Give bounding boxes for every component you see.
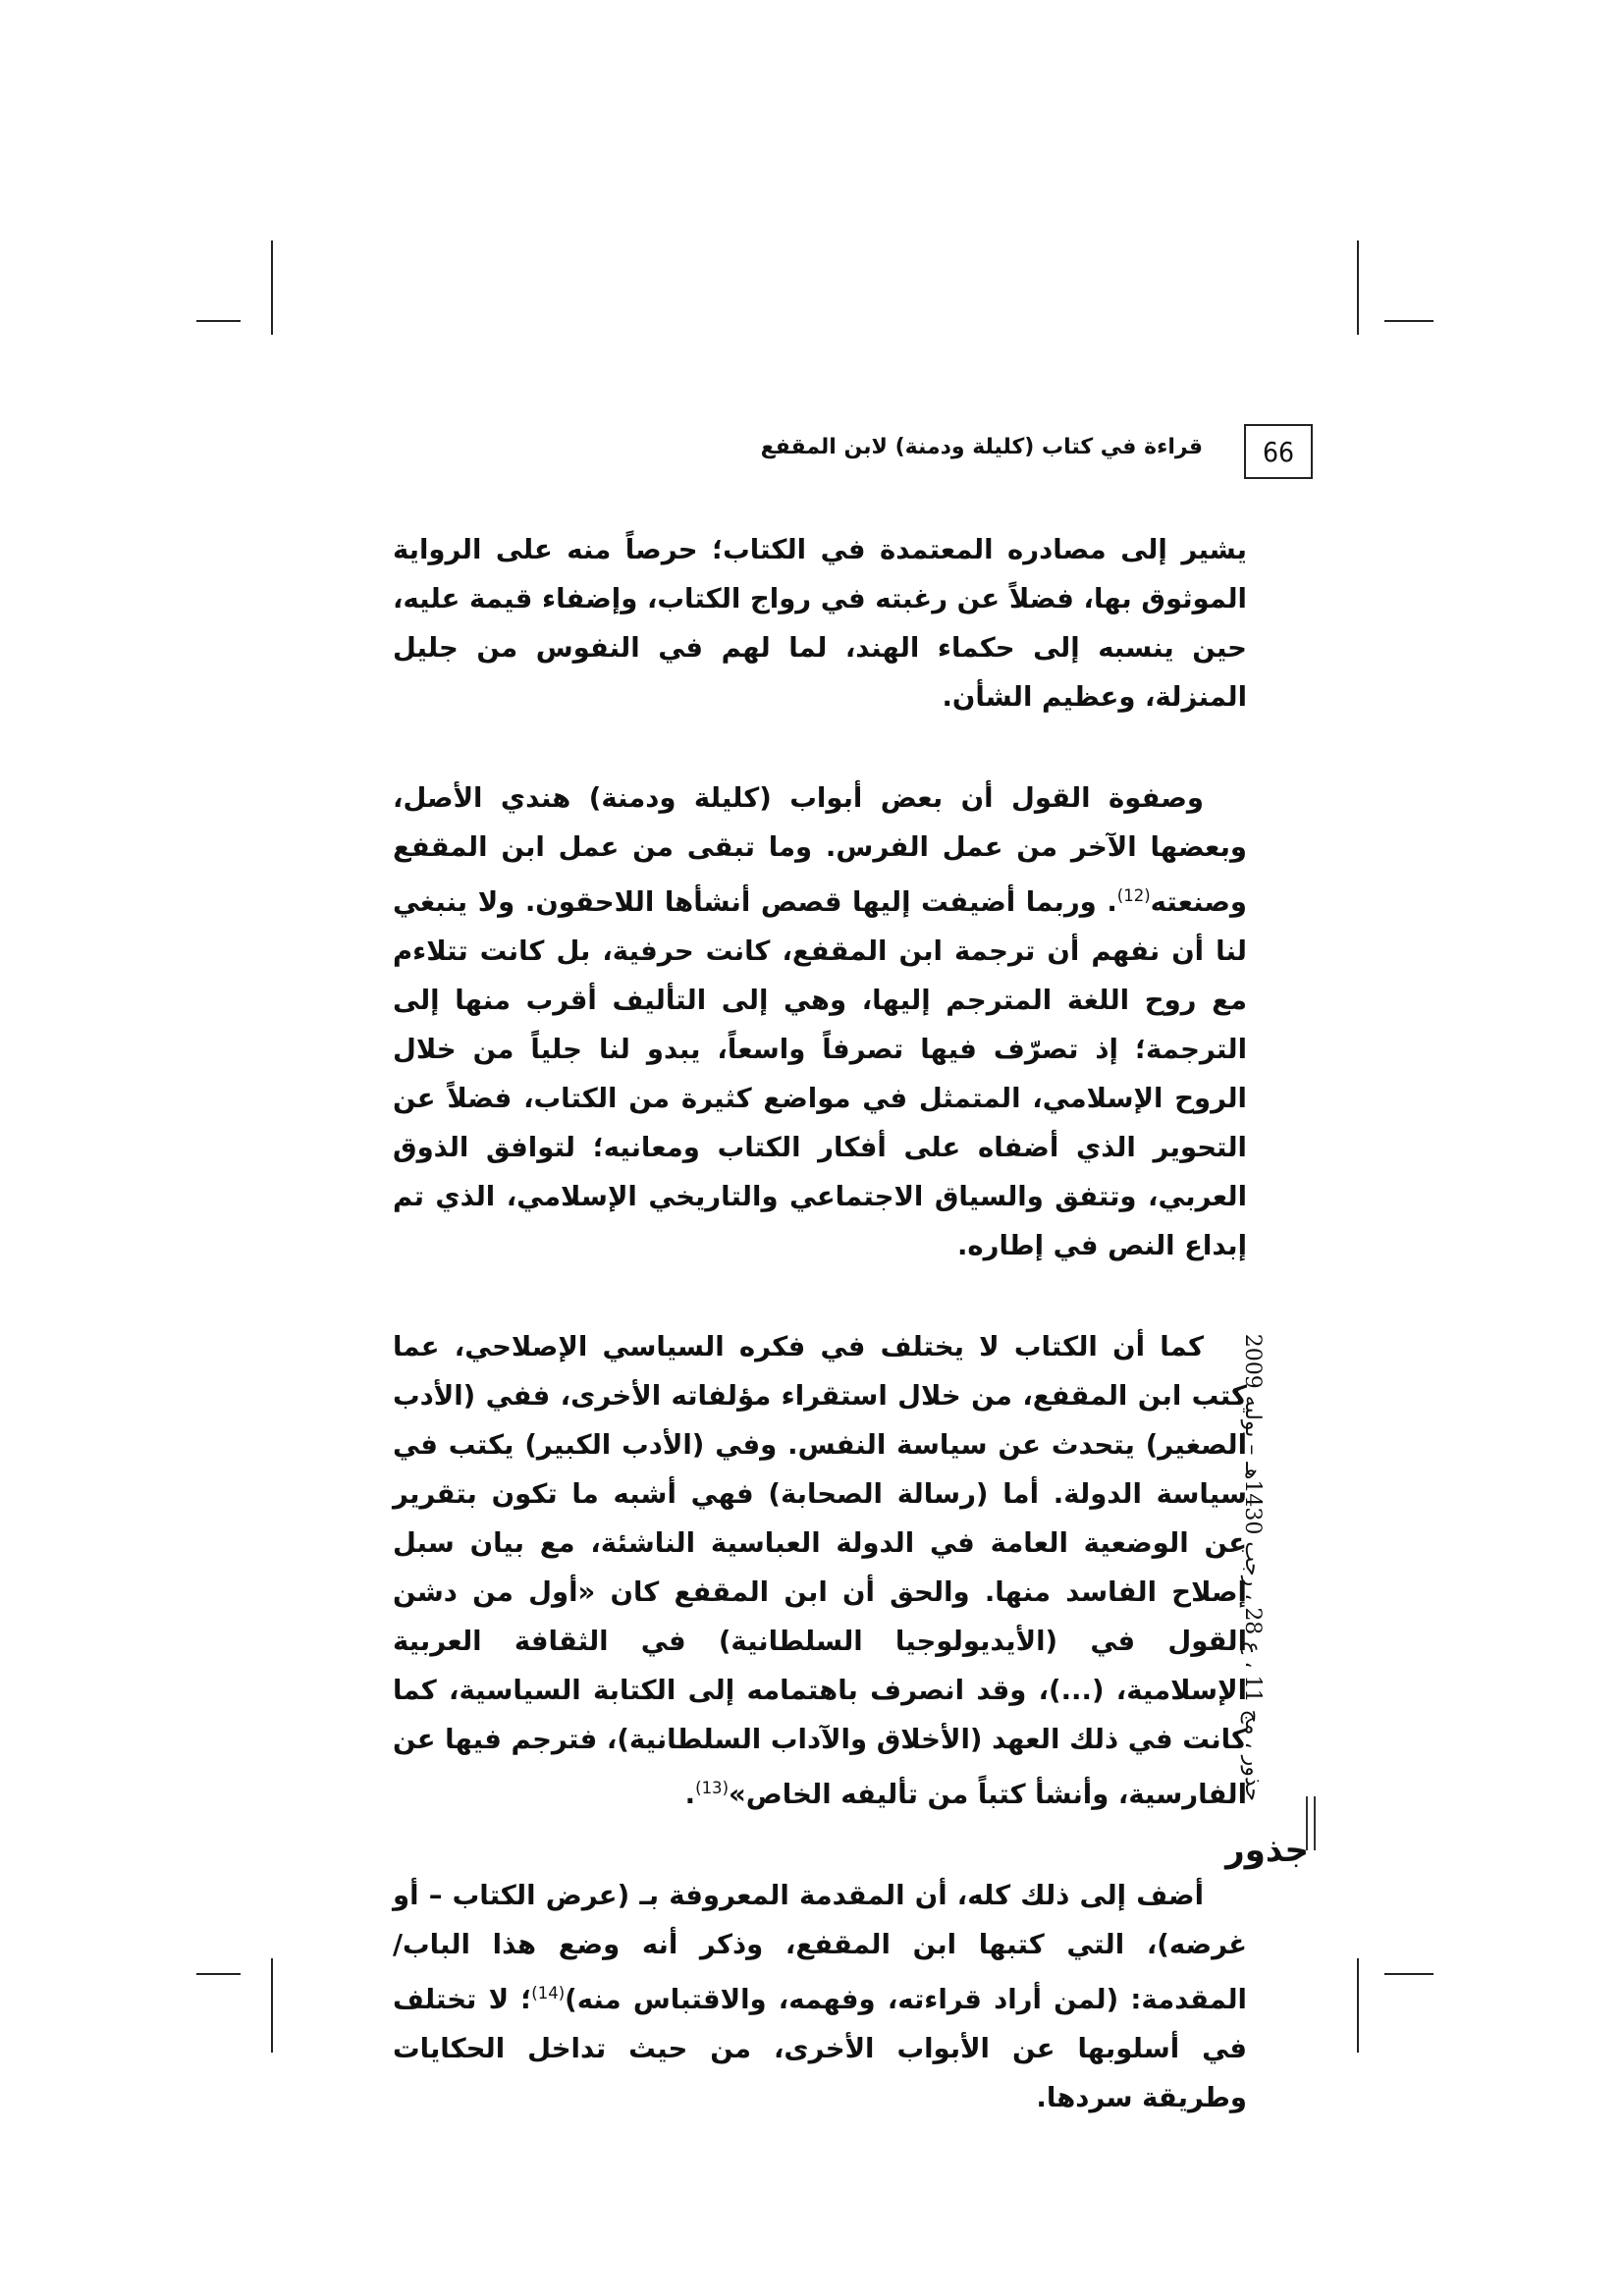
crop-mark-bottom-right-h <box>1384 1973 1434 1975</box>
crop-mark-top-right-h <box>1384 320 1434 322</box>
footnote-ref-12[interactable]: (12) <box>1116 886 1151 905</box>
paragraph-3-text-after: . <box>684 1779 696 1811</box>
crop-mark-top-right <box>1357 240 1359 335</box>
crop-mark-bottom-left <box>271 1958 273 2053</box>
crop-mark-top-left <box>271 240 273 335</box>
paragraph-3 <box>393 1322 1247 1819</box>
paragraph-3-text-before: كما أن الكتاب لا يختلف في فكره السياسي الإصلاحي، عما كتب ابن المقفع، من خلال استقراء مؤلفاته الأخرى، ففي (الأدب الصغير) يتحدث عن سياسة النفس. وفي (الأدب الكبير) يكتب في سياسة الدولة. أما (رسالة الصحابة) فهي أشبه ما تكون بتقرير عن الوضعية العامة في الدولة العباسية الناشئة، مع بيان سبل إصلاح الفاسد منها. والحق أن ابن المقفع كان «أول من دشن القول في (الأيديولوجيا السلطانية) في الثقافة العربية الإسلامية، (...)، وقد انصرف باهتمامه إلى الكتابة السياسية، كما كانت في ذلك العهد (الأخلاق والآداب السلطانية)، فترجم فيها عن الفارسية، وأنشأ كتباً من تأليفه الخاص» <box>393 1331 1247 1811</box>
paragraph-4-text-after: ؛ لا تختلف في أسلوبها عن الأبواب الأخرى، من حيث تداخل الحكايات وطريقة سردها. <box>393 1984 1247 2114</box>
paragraph-4 <box>393 1871 1247 2122</box>
paragraph-2-text-before: وصفوة القول أن بعض أبواب (كليلة ودمنة) هندي الأصل، وبعضها الآخر من عمل الفرس. وما تبقى من عمل ابن المقفع وصنعته <box>393 782 1247 919</box>
paragraph-2-text-after: . وربما أضيفت إليها قصص أنشأها اللاحقون. ولا ينبغي لنا أن نفهم أن ترجمة ابن المقفع، كانت حرفية، بل كانت تتلاءم مع روح اللغة المترجم إليها، وهي إلى التأليف أقرب منها إلى الترجمة؛ إذ تصرّف فيها تصرفاً واسعاً، يبدو لنا جلياً من خلال الروح الإسلامي، المتمثل في مواضع كثيرة من الكتاب، فضلاً عن التحوير الذي أضفاه على أفكار الكتاب ومعانيه؛ لتوافق الذوق العربي، وتتفق والسياق الاجتماعي والتاريخي الإسلامي، الذي تم إبداع النص في إطاره. <box>393 886 1247 1262</box>
running-title: قراءة في كتاب (كليلة ودمنة) لابن المقفع <box>760 435 1203 459</box>
crop-mark-bottom-left-h <box>196 1973 241 1975</box>
article-body <box>393 525 1247 2122</box>
footnote-ref-13[interactable]: (13) <box>695 1779 729 1798</box>
paragraph-1: يشير إلى مصادره المعتمدة في الكتاب؛ حرصاً منه على الرواية الموثوق بها، فضلاً عن رغبته في رواج الكتاب، وإضفاء قيمة عليه، حين ينسبه إلى حكماء الهند، لما لهم في النفوس من جليل المنزلة، وعظيم الشأن. <box>393 534 1247 713</box>
journal-info-text: جذور ، مج 11 ، ع 28 ، رجب 1430هـ – يوليه 2009 <box>1240 1333 1265 1801</box>
crop-mark-top-left-h <box>196 320 241 322</box>
journal-info-vertical <box>1233 1333 1265 1801</box>
paragraph-2 <box>393 774 1247 1270</box>
crop-mark-bottom-right <box>1357 1958 1359 2053</box>
footnote-ref-14[interactable]: (14) <box>531 1984 566 2003</box>
page-number: 66 <box>1244 424 1313 479</box>
paragraph-4-text-before: أضف إلى ذلك كله، أن المقدمة المعروفة بـ (عرض الكتاب – أو غرضه)، التي كتبها ابن المقفع، وذكر أنه وضع هذا الباب/ المقدمة: (لمن أراد قراءته، وفهمه، والاقتباس منه) <box>393 1880 1247 2016</box>
journal-logo: جذور <box>1225 1831 1309 1870</box>
